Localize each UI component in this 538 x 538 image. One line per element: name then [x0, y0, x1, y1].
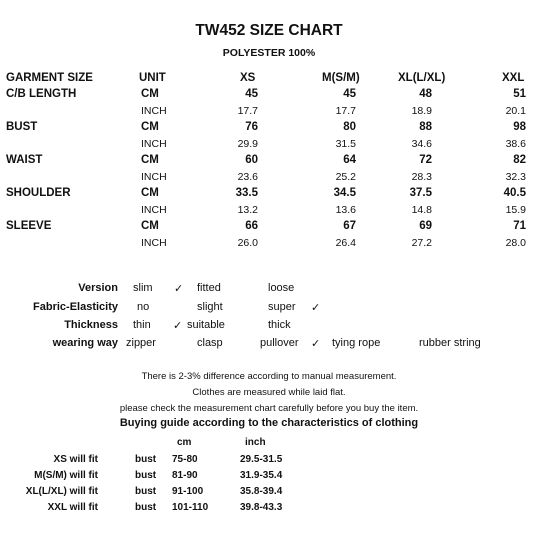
guide-header-inch: inch	[245, 437, 266, 448]
cell-inch: 23.6	[237, 171, 258, 183]
unit-cm: CM	[141, 88, 159, 100]
cell-cm: 88	[419, 121, 432, 133]
cell-cm: 45	[343, 88, 356, 100]
guide-part: bust	[135, 502, 157, 513]
property-label-wearing-way: wearing way	[52, 337, 118, 349]
cell-cm: 33.5	[235, 187, 258, 199]
row-label-shoulder: SHOULDER	[6, 187, 71, 199]
row-label-waist: WAIST	[6, 154, 43, 166]
option-slight: slight	[197, 301, 223, 313]
cell-inch: 17.7	[335, 105, 356, 117]
cell-cm: 45	[245, 88, 258, 100]
cell-cm: 60	[245, 154, 258, 166]
cell-cm: 82	[513, 154, 526, 166]
material-label: POLYESTER 100%	[222, 47, 316, 59]
check-icon: ✓	[311, 338, 321, 350]
cell-cm: 98	[513, 121, 526, 133]
guide-cm-range: 81-90	[172, 470, 198, 481]
cell-inch: 14.8	[411, 204, 432, 216]
unit-cm: CM	[141, 187, 159, 199]
option-pullover: pullover	[260, 337, 299, 349]
option-clasp: clasp	[197, 337, 223, 349]
cell-cm: 40.5	[503, 187, 526, 199]
option-loose: loose	[268, 282, 295, 294]
guide-size-label: XL(L/XL) will fit	[25, 486, 98, 497]
cell-inch: 28.0	[505, 237, 526, 249]
cell-inch: 28.3	[411, 171, 432, 183]
cell-cm: 37.5	[409, 187, 432, 199]
header-xxl: XXL	[502, 72, 525, 84]
cell-inch: 32.3	[505, 171, 526, 183]
row-label-bust: BUST	[6, 121, 38, 133]
cell-inch: 17.7	[237, 105, 258, 117]
option-slim: slim	[133, 282, 153, 294]
cell-cm: 69	[419, 220, 432, 232]
cell-inch: 31.5	[335, 138, 356, 150]
unit-cm: CM	[141, 154, 159, 166]
guide-part: bust	[135, 486, 157, 497]
check-icon: ✓	[173, 320, 183, 332]
guide-part: bust	[135, 454, 157, 465]
property-label-fabric-elasticity: Fabric-Elasticity	[33, 301, 118, 313]
unit-cm: CM	[141, 220, 159, 232]
cell-inch: 18.9	[411, 105, 432, 117]
option-tying-rope: tying rope	[332, 337, 381, 349]
guide-inch-range: 31.9-35.4	[240, 470, 283, 481]
guide-part: bust	[135, 470, 157, 481]
cell-inch: 26.0	[237, 237, 258, 249]
option-thin: thin	[133, 319, 151, 331]
guide-inch-range: 35.8-39.4	[240, 486, 283, 497]
property-label-thickness: Thickness	[64, 319, 118, 331]
option-zipper: zipper	[126, 337, 156, 349]
unit-inch: INCH	[141, 204, 167, 216]
option-rubber-string: rubber string	[419, 337, 481, 349]
guide-header-cm: cm	[177, 437, 192, 448]
header-xl: XL(L/XL)	[398, 72, 446, 84]
cell-inch: 38.6	[505, 138, 526, 150]
note-check-chart: please check the measurement chart carefully before you buy the item.	[119, 403, 419, 414]
check-icon: ✓	[174, 283, 184, 295]
cell-inch: 15.9	[505, 204, 526, 216]
guide-size-label: M(S/M) will fit	[34, 470, 98, 481]
cell-inch: 26.4	[335, 237, 356, 249]
row-label-sleeve: SLEEVE	[6, 220, 52, 232]
cell-inch: 13.6	[335, 204, 356, 216]
cell-cm: 67	[343, 220, 356, 232]
cell-cm: 80	[343, 121, 356, 133]
row-label-cb-length: C/B LENGTH	[6, 88, 77, 100]
cell-cm: 64	[343, 154, 356, 166]
header-unit: UNIT	[139, 72, 166, 84]
guide-size-label: XS will fit	[53, 454, 98, 465]
header-m: M(S/M)	[322, 72, 360, 84]
cell-cm: 48	[419, 88, 432, 100]
unit-inch: INCH	[141, 138, 167, 150]
note-laid-flat: Clothes are measured while laid flat.	[192, 387, 346, 398]
cell-cm: 51	[513, 88, 526, 100]
cell-cm: 34.5	[333, 187, 356, 199]
cell-inch: 13.2	[237, 204, 258, 216]
cell-cm: 71	[513, 220, 526, 232]
header-garment-size: GARMENT SIZE	[6, 72, 93, 84]
guide-cm-range: 91-100	[172, 486, 204, 497]
option-suitable: suitable	[187, 319, 225, 331]
cell-cm: 76	[245, 121, 258, 133]
header-xs: XS	[240, 72, 256, 84]
cell-cm: 72	[419, 154, 432, 166]
guide-inch-range: 29.5-31.5	[240, 454, 283, 465]
cell-inch: 27.2	[411, 237, 432, 249]
guide-inch-range: 39.8-43.3	[240, 502, 283, 513]
unit-inch: INCH	[141, 237, 167, 249]
guide-size-label: XXL will fit	[47, 502, 98, 513]
cell-inch: 29.9	[237, 138, 258, 150]
option-super: super	[268, 301, 296, 313]
chart-title: TW452 SIZE CHART	[195, 22, 343, 39]
buying-guide-title: Buying guide according to the characteristics of clothing	[119, 417, 419, 429]
check-icon: ✓	[311, 302, 321, 314]
option-fitted: fitted	[197, 282, 221, 294]
option-no: no	[137, 301, 150, 313]
cell-cm: 66	[245, 220, 258, 232]
guide-cm-range: 101-110	[172, 502, 209, 513]
option-thick: thick	[268, 319, 291, 331]
guide-cm-range: 75-80	[172, 454, 198, 465]
unit-inch: INCH	[141, 105, 167, 117]
cell-inch: 25.2	[335, 171, 356, 183]
note-measurement-difference: There is 2-3% difference according to manual measurement.	[141, 371, 397, 382]
unit-inch: INCH	[141, 171, 167, 183]
property-label-version: Version	[78, 282, 118, 294]
cell-inch: 34.6	[411, 138, 432, 150]
unit-cm: CM	[141, 121, 159, 133]
cell-inch: 20.1	[505, 105, 526, 117]
